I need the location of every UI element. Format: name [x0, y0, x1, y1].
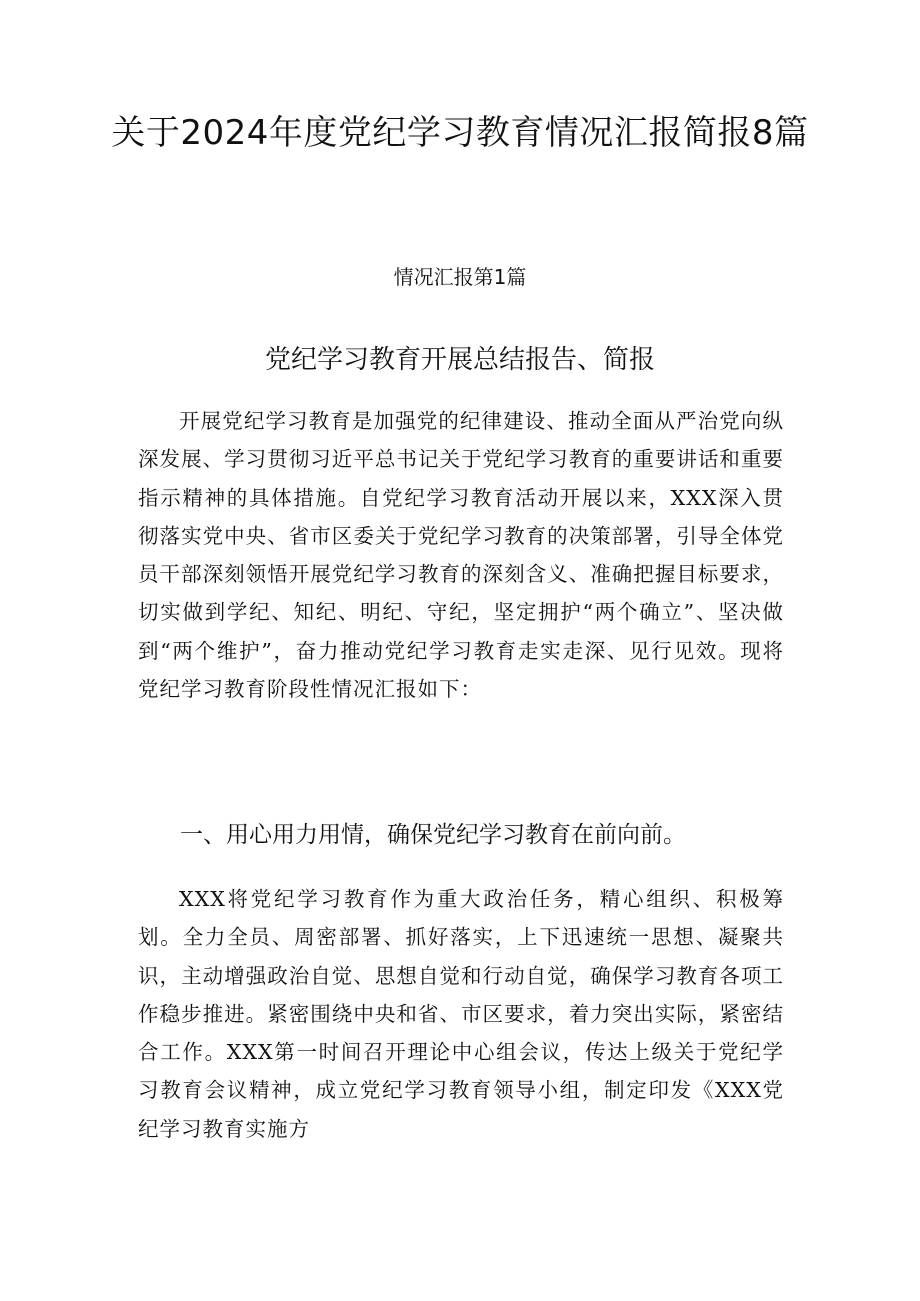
document-title: 关于2024年度党纪学习教育情况汇报简报8篇	[111, 113, 809, 153]
report-title: 党纪学习教育开展总结报告、简报	[264, 345, 655, 375]
section-heading-1: 一、用心用力用情，确保党纪学习教育在前向前。	[180, 822, 686, 848]
body-paragraph-2: XXX将党纪学习教育作为重大政治任务，精心组织、积极筹划。全力全员、周密部署、抓好落实，上下迅速统一思想、凝聚共识，主动增强政治自觉、思想自觉和行动自觉，确保学习教育各项工作稳步推进。紧密围绕中央和省、市区要求，着力突出实际，紧密结合工作。XXX第一时间召开理论中心组会议，传达上级关于党纪学习教育会议精神，成立党纪学习教育领导小组，制定印发《XXX党纪学习教育实施方	[138, 887, 784, 1141]
section-label: 情况汇报第1篇	[393, 265, 527, 289]
body-paragraph-1: 开展党纪学习教育是加强党的纪律建设、推动全面从严治党向纵深发展、学习贯彻习近平总书记关于党纪学习教育的重要讲话和重要指示精神的具体措施。自党纪学习教育活动开展以来，XXX深入贯彻落实党中央、省市区委关于党纪学习教育的决策部署，引导全体党员干部深刻领悟开展党纪学习教育的深刻含义、准确把握目标要求，切实做到学纪、知纪、明纪、守纪，坚定拥护“两个确立”、坚决做到“两个维护”，奋力推动党纪学习教育走实走深、见行见效。现将党纪学习教育阶段性情况汇报如下：	[138, 409, 784, 702]
